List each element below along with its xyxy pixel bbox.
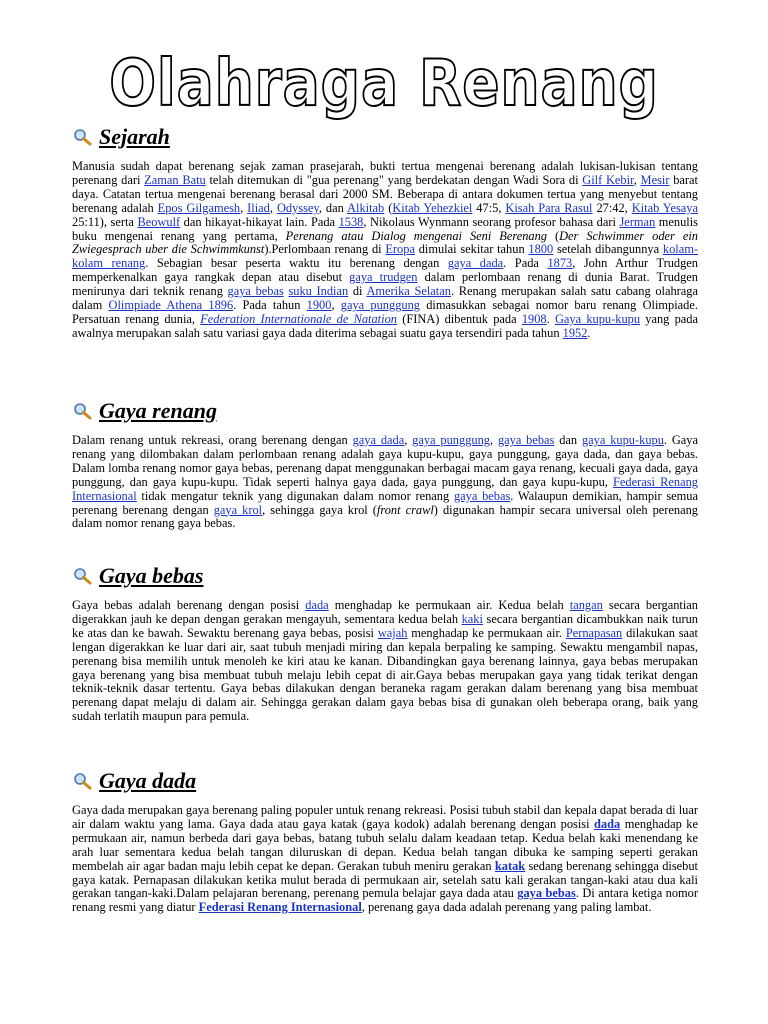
inline-link[interactable]: Gaya kupu-kupu: [554, 311, 641, 326]
text-run: yang pada awalnya merupakan salah satu variasi gaya dada diterima sebagai suatu gaya tersendiri pada tahun: [72, 311, 698, 340]
text-run: . Pada: [503, 256, 548, 271]
text-run: 25:11), serta: [72, 214, 138, 229]
text-run: menghadap ke permukaan air, namun berbeda dari gaya bebas, batang tubuh selalu dalam keadaan tetap. Kedua belah kaki menendang ke arah luar sementara kedua belah tangan diluruskan di depan. Kedua belah tangan dibuka ke samping seperti gerakan membelah air agar badan maju lebih cepat ke depan. Gerakan tubuh meniru gerakan: [72, 816, 698, 873]
section-gaya-bebas: [72, 561, 698, 724]
text-run: Gaya dada merupakan gaya berenang paling populer untuk renang rekreasi. Posisi tubuh stabil dan kepala dapat berada di luar air dalam waktu yang lama. Gaya dada atau gaya katak (gaya kodok) adalah berenang dengan posisi: [72, 803, 698, 831]
inline-link[interactable]: Beowulf: [137, 214, 181, 229]
inline-link[interactable]: Kitab Yesaya: [631, 200, 698, 215]
text-run: ,: [269, 200, 277, 215]
text-run: ).Perlombaan renang di: [264, 242, 386, 257]
inline-link[interactable]: gaya punggung: [340, 298, 420, 313]
text-run: Gaya bebas adalah berenang dengan posisi: [72, 598, 306, 612]
text-run: , perenang gaya dada adalah perenang yang paling lambat.: [361, 900, 652, 915]
inline-link[interactable]: Eropa: [385, 242, 415, 257]
inline-link[interactable]: tangan: [569, 598, 603, 612]
inline-link[interactable]: gaya krol: [213, 502, 263, 517]
section-title: Gaya renang: [99, 398, 217, 423]
text-run: (: [546, 228, 560, 243]
text-run: , sehingga gaya krol (: [262, 502, 377, 517]
inline-link[interactable]: Federasi Renang Internasional: [72, 474, 698, 503]
text-run: barat daya. Catatan tertua mengenai berenang berasal dari 2000 SM. Beberapa di antara dokumen tertua yang menyebut tentang berenang adalah: [72, 172, 698, 215]
italic-text: Der Schwimmer oder ein Zwiegesprach uber die Schwimmkunst: [72, 228, 698, 257]
inline-link[interactable]: Federasi Renang Internasional: [198, 900, 362, 915]
italic-text: Perenang atau Dialog mengenai Seni Berenang: [285, 228, 547, 243]
inline-link[interactable]: Alkitab: [347, 200, 385, 215]
text-run: tidak mengatur teknik yang digunakan dalam nomor renang: [136, 488, 454, 503]
text-run: . Pada tahun: [233, 298, 307, 313]
section-paragraph: [72, 804, 698, 915]
inline-link[interactable]: 1900: [306, 298, 332, 313]
inline-link[interactable]: Jerman: [619, 214, 656, 229]
section-heading: [72, 766, 698, 796]
text-run: di: [348, 284, 367, 299]
text-run: , dan: [318, 200, 348, 215]
text-run: , Nikolaus Wynmann seorang profesor bahasa dari: [363, 214, 620, 229]
text-run: dan: [554, 433, 582, 447]
text-run: 27:42,: [592, 200, 632, 215]
inline-link[interactable]: Pernapasan: [565, 625, 623, 640]
inline-link[interactable]: Odyssey: [276, 200, 319, 215]
text-run: dimulai sekitar tahun: [414, 242, 529, 257]
text-run: dan hikayat-hikayat lain. Pada: [180, 214, 339, 229]
text-run: 47:5,: [472, 200, 506, 215]
section-heading: [72, 396, 698, 426]
section-paragraph: [72, 434, 698, 531]
inline-link[interactable]: 1908: [521, 311, 547, 326]
inline-link[interactable]: gaya trudgen: [349, 270, 418, 285]
inline-link[interactable]: gaya bebas: [227, 284, 284, 299]
section-paragraph: [72, 599, 698, 724]
text-run: , John Arthur Trudgen memperkenalkan gaya rangkak depan atau disebut: [72, 256, 699, 285]
inline-link[interactable]: wajah: [377, 625, 408, 640]
inline-link[interactable]: Kisah Para Rasul: [505, 200, 593, 215]
inline-link[interactable]: 1800: [528, 242, 554, 257]
text-run: .: [587, 325, 591, 340]
section-paragraph: [72, 160, 698, 341]
text-run: Manusia sudah dapat berenang sejak zaman prasejarah, bukti tertua mengenai berenang adalah lukisan-lukisan tentang perenang dari: [72, 159, 698, 187]
inline-link[interactable]: Olimpiade Athena 1896: [108, 298, 234, 313]
section-gaya-renang: [72, 396, 698, 531]
text-run: ,: [633, 172, 641, 187]
text-run: ,: [404, 433, 413, 447]
section-title: Gaya dada: [99, 768, 197, 793]
page-title: Olahraga Renang: [109, 47, 659, 121]
text-run: ) digunakan hampir secara universal oleh perenang dalam nomor renang gaya bebas.: [72, 502, 698, 531]
magnifier-icon: [72, 402, 94, 420]
inline-link[interactable]: Mesir: [640, 172, 670, 187]
magnifier-icon: [72, 128, 94, 146]
inline-link[interactable]: 1538: [338, 214, 364, 229]
text-run: ,: [240, 200, 248, 215]
text-run: . Gaya renang yang dilombakan dalam perlombaan renang adalah gaya kupu-kupu, gaya punggung, gaya dada, dan gaya bebas. Dalam lomba renang nomor gaya bebas, perenang dapat menggunakan berbagai macam gaya renang, kecuali gaya dada, gaya punggung, dan gaya kupu-kupu. Tidak seperti halnya gaya dada, gaya punggung, dan gaya kupu-kupu,: [72, 433, 699, 489]
text-run: setelah dibangunnya: [553, 242, 663, 257]
text-run: telah ditemukan di "gua perenang" yang berdekatan dengan Wadi Sora di: [205, 172, 583, 187]
inline-link[interactable]: gaya bebas: [517, 886, 576, 901]
inline-link[interactable]: Amerika Selatan: [366, 284, 451, 299]
inline-link[interactable]: kaki: [461, 611, 483, 626]
inline-link[interactable]: dada: [594, 816, 621, 831]
inline-link[interactable]: 1873: [547, 256, 573, 271]
text-run: . Di antara ketiga nomor renang resmi yang diatur: [72, 886, 698, 915]
inline-link[interactable]: suku Indian: [288, 284, 349, 299]
inline-link[interactable]: gaya punggung: [412, 433, 490, 447]
text-run: (FINA) dibentuk pada: [396, 311, 522, 326]
inline-link[interactable]: katak: [494, 858, 526, 873]
inline-link[interactable]: Kitab Yehezkiel: [392, 200, 473, 215]
text-run: . Renang merupakan salah satu cabang olahraga dalam: [72, 284, 698, 313]
text-run: ,: [331, 298, 341, 313]
inline-link[interactable]: Epos Gilgamesh: [157, 200, 241, 215]
section-heading: [72, 122, 698, 152]
text-run: ,: [489, 433, 498, 447]
text-run: secara bergantian digerakkan jauh ke depan dengan gerakan mengayuh, sementara kedua belah: [72, 598, 698, 626]
text-run: .: [546, 311, 555, 326]
text-run: . Sebagian besar peserta waktu itu berenang dengan: [145, 256, 448, 271]
inline-link[interactable]: 1952: [562, 325, 588, 340]
text-run: menulis buku mengenai renang yang pertama,: [72, 214, 698, 243]
magnifier-icon: [72, 567, 94, 585]
inline-link[interactable]: gaya bebas: [497, 433, 555, 447]
text-run: sedang berenang sehingga disebut gaya katak. Pernapasan dilakukan ketika mulut berada di permukaan air, setelah satu kali gerakan tangan-kaki atau dua kali gerakan tangan-kaki.Dalam pelajaran berenang, perenang pemula belajar gaya dada atau: [72, 858, 698, 901]
inline-link[interactable]: Iliad: [247, 200, 270, 215]
inline-link[interactable]: gaya bebas: [453, 488, 511, 503]
inline-link[interactable]: Zaman Batu: [144, 172, 206, 187]
inline-link[interactable]: gaya dada: [352, 433, 405, 447]
text-run: dilakukan saat lengan digerakkan ke luar dari air, saat tubuh menjadi miring dan kepala berpaling ke samping. Sewaktu mengambil napas, perenang bisa memilih untuk menoleh ke kiri atau ke kanan. Dibandingkan gaya berenang lainnya, gaya bebas merupakan gaya berenang yang bisa membuat tubuh melaju lebih cepat di air.Gaya bebas merupakan gaya yang tidak terikat dengan teknik-teknik dasar tertentu. Gaya bebas dilakukan dengan beraneka ragam gerakan dalam berenang yang bisa membuat perenang dapat melaju di dalam air. Sehingga gerakan dalam gaya bebas bisa di gunakan oleh beberapa orang, baik yang sudah terlatih maupun para pemula.: [72, 625, 698, 724]
section-sejarah: [72, 122, 698, 341]
section-gaya-dada: [72, 766, 698, 915]
text-run: dalam perlombaan renang di dunia Barat. Trudgen menirunya dari teknik renang: [72, 270, 698, 299]
text-run: . Walaupun demikian, hampir semua perenang berenang dengan: [72, 488, 698, 517]
inline-link[interactable]: Gilf Kebir: [582, 172, 634, 187]
text-run: (: [384, 200, 393, 215]
text-run: dimasukkan sebagai nomor baru renang Olimpiade. Persatuan renang dunia,: [72, 298, 698, 326]
section-title: Sejarah: [99, 124, 170, 149]
text-run: secara bergantian dicambukkan naik turun ke atas dan ke bawah. Sewaktu berenang gaya bebas, posisi: [72, 611, 698, 640]
inline-link[interactable]: gaya kupu-kupu: [581, 433, 664, 447]
text-run: Dalam renang untuk rekreasi, orang berenang dengan: [72, 433, 353, 447]
section-title: Gaya bebas: [99, 563, 204, 588]
italic-text: front crawl: [376, 502, 434, 517]
inline-link[interactable]: gaya dada: [447, 256, 504, 271]
magnifier-icon: [72, 772, 94, 790]
text-run: menghadap ke permukaan air. Kedua belah: [328, 598, 570, 612]
text-run: menghadap ke permukaan air.: [407, 625, 566, 640]
inline-link[interactable]: Federation Internationale de Natation: [200, 311, 397, 326]
inline-link[interactable]: dada: [305, 598, 329, 612]
inline-link[interactable]: kolam-kolam renang: [72, 242, 699, 271]
section-heading: [72, 561, 698, 591]
